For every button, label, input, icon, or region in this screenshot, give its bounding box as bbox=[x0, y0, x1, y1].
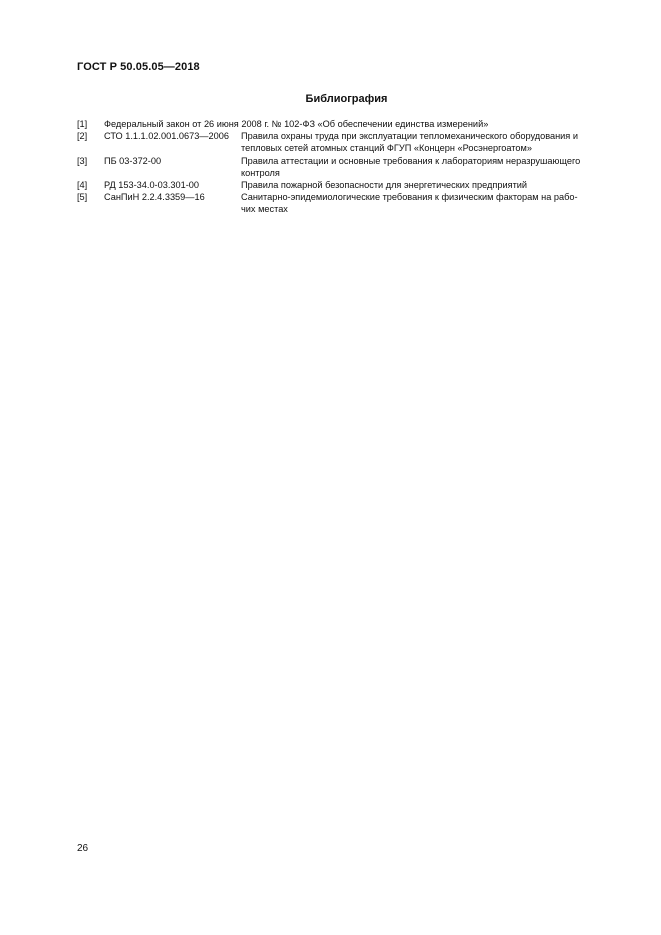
entry-reference: СТО 1.1.1.02.001.0673—2006 bbox=[104, 131, 229, 142]
entry-number: [5] bbox=[77, 192, 88, 203]
bibliography-entry bbox=[77, 191, 617, 215]
bibliography-entry bbox=[77, 130, 617, 154]
entry-number: [1] bbox=[77, 119, 88, 129]
entry-reference: Федеральный закон от 26 июня 2008 г. № 102-ФЗ «Об обеспечении единства измерений» bbox=[104, 119, 489, 129]
entry-description: Правила охраны труда при эксплуатации тепломеханического оборудования и тепловых сетей атомных станций ФГУП «Концерн «Росэнергоатом» bbox=[241, 131, 578, 154]
bibliography-list bbox=[77, 118, 617, 216]
bibliography-entry bbox=[77, 118, 617, 130]
entry-description: Санитарно-эпидемиологические требования к физическим факторам на рабо- чих местах bbox=[241, 192, 578, 215]
page-number: 26 bbox=[77, 843, 89, 854]
bibliography-entry bbox=[77, 155, 617, 179]
document-header: ГОСТ Р 50.05.05—2018 bbox=[77, 61, 200, 73]
entry-reference: ПБ 03-372-00 bbox=[104, 155, 162, 166]
entry-description: Правила аттестации и основные требования к лабораториям неразрушающего контроля bbox=[241, 155, 581, 178]
entry-number: [3] bbox=[77, 155, 88, 166]
entry-number: [2] bbox=[77, 131, 88, 142]
entry-description: Правила пожарной безопасности для энергетических предприятий bbox=[241, 180, 528, 191]
section-title: Библиография bbox=[305, 93, 388, 105]
entry-reference: СанПиН 2.2.4.3359—16 bbox=[104, 192, 205, 203]
entry-reference: РД 153-34.0-03.301-00 bbox=[104, 180, 199, 191]
bibliography-entry bbox=[77, 179, 617, 191]
entry-number: [4] bbox=[77, 180, 88, 191]
